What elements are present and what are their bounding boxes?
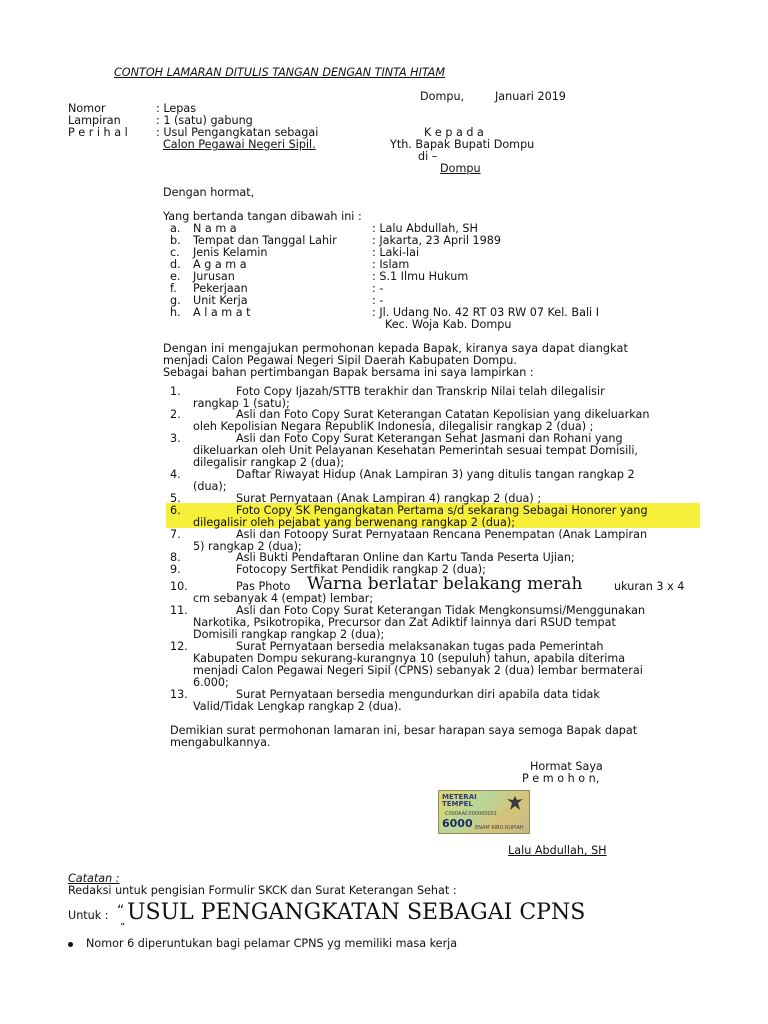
identity-label: Jurusan xyxy=(193,270,235,283)
duty-stamp xyxy=(438,790,530,834)
note-title: Catatan : xyxy=(68,872,120,885)
item-text: Surat Pernyataan bersedia mengundurkan diri apabila data tidak xyxy=(236,688,600,701)
identity-label: A l a m a t xyxy=(193,306,251,319)
greeting: Dengan hormat, xyxy=(163,186,255,199)
item-text: 6.000; xyxy=(193,676,229,689)
meta-label-nomor: Nomor xyxy=(68,102,106,115)
item-text: dilegalisir rangkap 2 (dua); xyxy=(193,456,345,469)
identity-letter: g. xyxy=(170,294,181,307)
identity-value: : Islam xyxy=(372,258,410,271)
photo-emphasis: Warna berlatar belakang merah xyxy=(307,574,583,594)
item-text: dilegalisir oleh pejabat yang berwenang rangkap 2 (dua); xyxy=(193,516,515,529)
item-text: menjadi Calon Pegawai Negeri Sipil (CPNS) sebanyak 2 (dua) lembar bermaterai xyxy=(193,664,643,677)
stamp-serial: C000AAC000000001 xyxy=(445,811,498,817)
item-text: cm sebanyak 4 (empat) lembar; xyxy=(193,592,374,605)
meta-value-perihal: : Usul Pengangkatan sebagai xyxy=(156,126,319,139)
note-big-text: USUL PENGANGKATAN SEBAGAI CPNS xyxy=(127,900,586,925)
item-number: 3. xyxy=(170,432,181,445)
identity-letter: c. xyxy=(170,246,180,259)
item-text: oleh Kepolisian Negara RepubliK Indonesia, dilegalisir rangkap 2 (dua) ; xyxy=(193,420,594,433)
letter-date: Januari 2019 xyxy=(495,90,566,103)
identity-value: : S.1 Ilmu Hukum xyxy=(372,270,469,283)
item-text: Asli dan Foto Copy Surat Keterangan Tidak Mengkonsumsi/Menggunakan xyxy=(236,604,646,617)
item-number: 5. xyxy=(170,492,181,505)
stamp-line1: METERAI xyxy=(442,793,477,801)
identity-intro: Yang bertanda tangan dibawah ini : xyxy=(163,210,362,223)
item-number: 10. xyxy=(170,580,188,593)
identity-label: Unit Kerja xyxy=(193,294,248,307)
photo-size: ukuran 3 x 4 xyxy=(614,580,685,593)
identity-value: : Laki-lai xyxy=(372,246,420,259)
identity-letter: d. xyxy=(170,258,181,271)
identity-letter: h. xyxy=(170,306,181,319)
item-number: 12. xyxy=(170,640,188,653)
recipient-yth: Yth. Bapak Bupati Dompu xyxy=(390,138,535,151)
signature-name: Lalu Abdullah, SH xyxy=(508,844,607,857)
stamp-value: 6000 xyxy=(442,817,473,830)
item-number: 4. xyxy=(170,468,181,481)
item-text: Asli dan Foto Copy Surat Keterangan Catatan Kepolisian yang dikeluarkan xyxy=(236,408,650,421)
item-text: Surat Pernyataan bersedia melaksanakan tugas pada Pemerintah xyxy=(236,640,604,653)
identity-value: : - xyxy=(372,294,384,307)
identity-value: : Jakarta, 23 April 1989 xyxy=(372,234,501,247)
recipient-di: di – xyxy=(418,150,438,163)
item-text: Surat Pernyataan (Anak Lampiran 4) rangkap 2 (dua) ; xyxy=(236,492,542,505)
item-number: 7. xyxy=(170,528,181,541)
item-number: 8. xyxy=(170,551,181,564)
item-text: Asli Bukti Pendaftaran Online dan Kartu Tanda Peserta Ujian; xyxy=(236,551,575,564)
meta-value-lampiran: : 1 (satu) gabung xyxy=(156,114,253,127)
bullet-dot xyxy=(68,942,73,947)
closing-line: mengabulkannya. xyxy=(170,736,271,749)
item-text: rangkap 1 (satu); xyxy=(193,397,290,410)
identity-label: A g a m a xyxy=(193,258,247,271)
identity-letter: a. xyxy=(170,222,181,235)
item-text: Kabupaten Dompu sekurang-kurangnya 10 (sepuluh) tahun, apabila diterima xyxy=(193,652,626,665)
item-text: Daftar Riwayat Hidup (Anak Lampiran 3) yang ditulis tangan rangkap 2 xyxy=(236,468,635,481)
item-text: Asli dan Fotoopy Surat Pernyataan Rencana Penempatan (Anak Lampiran xyxy=(236,528,648,541)
paragraph-line: menjadi Calon Pegawai Negeri Sipil Daerah Kabupaten Dompu. xyxy=(163,354,517,367)
stamp-line2: TEMPEL xyxy=(442,800,473,808)
item-text: 5) rangkap 2 (dua); xyxy=(193,540,302,553)
item-text: (dua); xyxy=(193,480,227,493)
identity-label: Pekerjaan xyxy=(193,282,248,295)
meta-label-lampiran: Lampiran xyxy=(68,114,121,127)
meta-value-nomor: : Lepas xyxy=(156,102,197,115)
item-text: Fotocopy Sertfikat Pendidik rangkap 2 (dua); xyxy=(236,563,486,576)
item-text: Narkotika, Psikotropika, Precursor dan Zat Adiktif lainnya dari RSUD tempat xyxy=(193,616,616,629)
identity-value: : Jl. Udang No. 42 RT 03 RW 07 Kel. Bali I xyxy=(372,306,600,319)
recipient-kepada: K e p a d a xyxy=(424,126,484,139)
identity-label: Tempat dan Tanggal Lahir xyxy=(193,234,337,247)
recipient-city: Dompu xyxy=(440,162,481,175)
signature-pemohon: P e m o h o n, xyxy=(522,772,600,785)
meta-label-perihal: P e r i h a l xyxy=(68,126,128,139)
identity-letter: f. xyxy=(170,282,177,295)
note-close-quote: ” xyxy=(120,922,126,933)
letter-place: Dompu, xyxy=(420,90,465,103)
signature-hormat: Hormat Saya xyxy=(530,760,603,773)
paragraph-line: Dengan ini mengajukan permohonan kepada Bapak, kiranya saya dapat diangkat xyxy=(163,342,628,355)
item-text: Valid/Tidak Lengkap rangkap 2 (dua). xyxy=(193,700,402,713)
item-text: Domisili rangkap rangkap 2 (dua); xyxy=(193,628,385,641)
item-number: 11. xyxy=(170,604,188,617)
stamp-small: ENAM RIBU RUPIAH xyxy=(475,825,524,831)
identity-value: : Lalu Abdullah, SH xyxy=(372,222,478,235)
item-number: 13. xyxy=(170,688,188,701)
document-heading: CONTOH LAMARAN DITULIS TANGAN DENGAN TINTA HITAM xyxy=(114,66,445,79)
address-line2: Kec. Woja Kab. Dompu xyxy=(385,318,512,331)
identity-label: Jenis Kelamin xyxy=(193,246,268,259)
paragraph-line: Sebagai bahan pertimbangan Bapak bersama ini saya lampirkan : xyxy=(163,366,534,379)
note-bullet-text: Nomor 6 diperuntukan bagi pelamar CPNS yg memiliki masa kerja xyxy=(86,937,458,950)
item-text: Pas Photo xyxy=(236,580,291,593)
identity-letter: e. xyxy=(170,270,181,283)
item-text: Foto Copy Ijazah/STTB terakhir dan Transkrip Nilai telah dilegalisir xyxy=(236,385,605,398)
note-line1: Redaksi untuk pengisian Formulir SKCK dan Surat Keterangan Sehat : xyxy=(68,884,457,897)
garuda-emblem-icon xyxy=(505,794,525,812)
identity-letter: b. xyxy=(170,234,181,247)
closing-line: Demikian surat permohonan lamaran ini, besar harapan saya semoga Bapak dapat xyxy=(170,724,638,737)
identity-value: : - xyxy=(372,282,384,295)
item-text: Foto Copy SK Pengangkatan Pertama s/d sekarang Sebagai Honorer yang xyxy=(236,504,648,517)
item-text: Asli dan Foto Copy Surat Keterangan Sehat Jasmani dan Rohani yang xyxy=(236,432,623,445)
note-open-quote: “ xyxy=(117,903,125,919)
note-untuk-label: Untuk : xyxy=(68,909,109,922)
item-number: 2. xyxy=(170,408,181,421)
identity-label: N a m a xyxy=(193,222,237,235)
item-number: 6. xyxy=(170,504,181,517)
perihal-line2: Calon Pegawai Negeri Sipil. xyxy=(163,138,316,151)
item-number: 9. xyxy=(170,563,181,576)
item-number: 1. xyxy=(170,385,181,398)
item-text: dikeluarkan oleh Unit Pelayanan Kesehatan Pemerintah sesuai tempat Domisili, xyxy=(193,444,638,457)
